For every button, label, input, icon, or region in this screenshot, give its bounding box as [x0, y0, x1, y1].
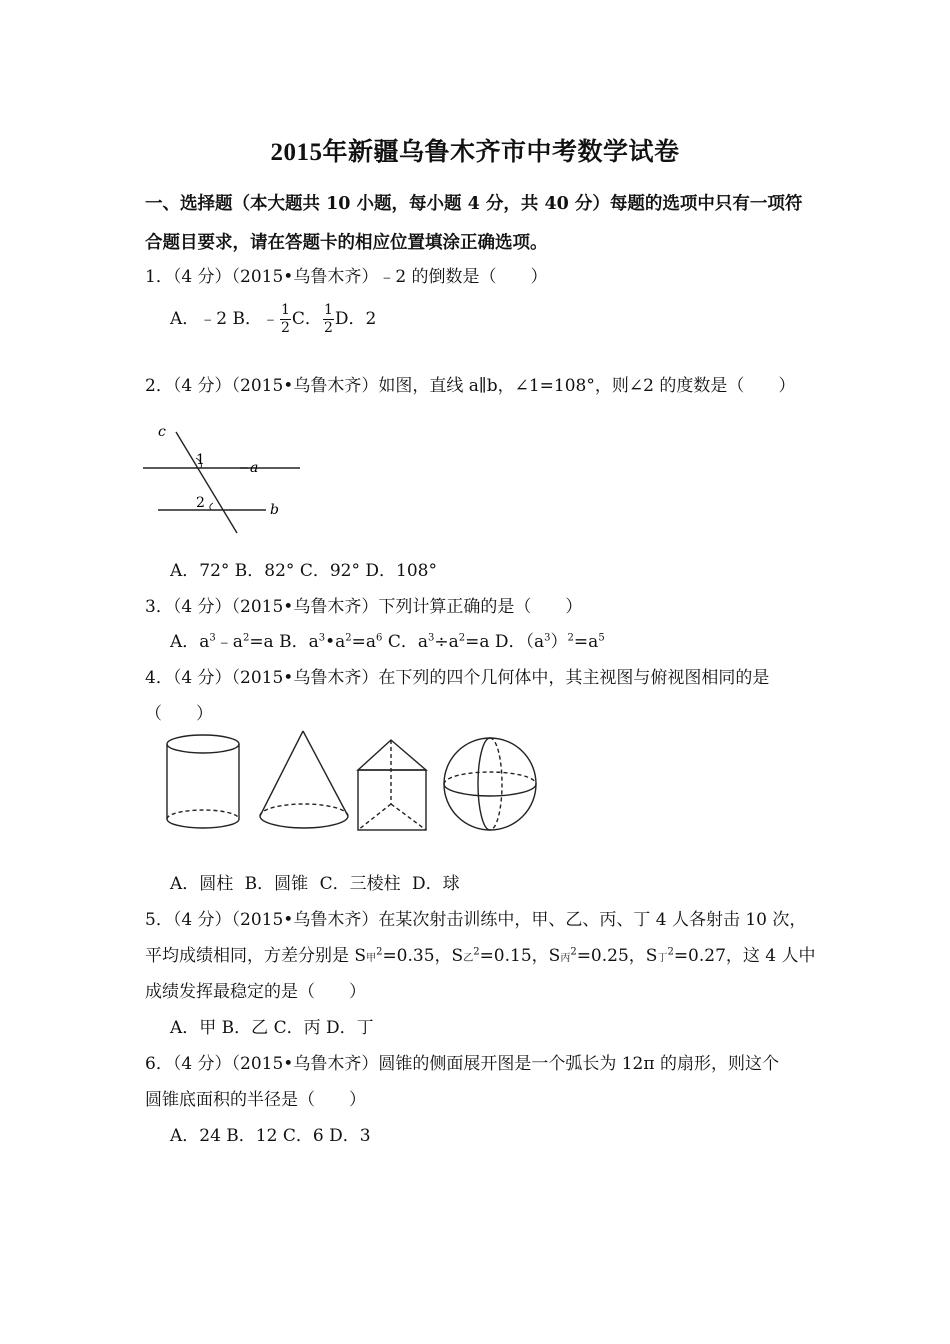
question-5-line-2: 平均成绩相同，方差分别是 S甲$^2$=0.35，S乙$^2$=0.15，S丙$^2$=0.25，S丁$^2$=0.27，这 4 人中: [145, 946, 816, 966]
cone-shape: [260, 731, 348, 828]
label-a: a: [250, 460, 259, 476]
question-5-line-3: 成绩发挥最稳定的是（ ）: [145, 982, 366, 1002]
cylinder-shape: [167, 735, 239, 828]
q1-option-d: D．2: [334, 309, 377, 329]
question-4-options: A．圆柱 B．圆锥 C．三棱柱 D．球: [170, 874, 460, 894]
q1-fraction-c: $\frac{1}{2}$: [323, 302, 333, 336]
question-4-paren: （ ）: [145, 704, 213, 724]
question-6-options: A．24 B．12 C．6 D．3: [170, 1126, 371, 1146]
label-b: b: [270, 502, 279, 518]
question-5-options: A．甲 B．乙 C．丙 D．丁: [170, 1018, 374, 1038]
question-3-options: A．$a^3﹣a^2=a$ B．$a^3•a^2=a^6$ C．$a^3\div a^2=a$ D．$(a^3)^2=a^5$: [170, 632, 605, 652]
q1-fraction-b: $\frac{1}{2}$: [281, 302, 290, 336]
question-1-options: [170, 302, 376, 337]
label-c: c: [158, 424, 166, 440]
label-1: 1: [196, 452, 205, 468]
figure-right-labels: [240, 452, 285, 522]
question-6-line-2: 圆锥底面积的半径是（ ）: [145, 1090, 366, 1110]
q1-option-c: C．: [291, 309, 322, 329]
question-3-stem: 3．（4 分）（2015•乌鲁木齐）下列计算正确的是（ ）: [145, 597, 583, 617]
triangular-prism-shape: [358, 740, 426, 830]
angle-2-arc: [210, 503, 213, 510]
section-heading-line-1: 一、选择题（本大题共 10 小题，每小题 4 分，共 40 分）每题的选项中只有一项符: [145, 194, 803, 214]
line-c: [176, 432, 237, 533]
sphere-shape: [444, 738, 536, 830]
page-title: 2015年新疆乌鲁木齐市中考数学试卷: [270, 139, 680, 166]
label-2: 2: [196, 495, 205, 511]
question-5-stem: 5．（4 分）（2015•乌鲁木齐）在某次射击训练中，甲、乙、丙、丁 4 人各射击 10 次，: [145, 910, 807, 930]
question-4-stem: 4．（4 分）（2015•乌鲁木齐）在下列的四个几何体中，其主视图与俯视图相同的是: [145, 668, 770, 688]
question-6-stem: 6．（4 分）（2015•乌鲁木齐）圆锥的侧面展开图是一个弧长为 12π 的扇形，则这个: [145, 1054, 779, 1074]
question-2-options: A．72° B．82° C．92° D．108°: [170, 561, 437, 581]
solids-figure: [160, 728, 545, 838]
question-2-stem: 2．（4 分）（2015•乌鲁木齐）如图，直线 a∥b，∠1=108°，则∠2 的度数是（ ）: [145, 376, 796, 396]
section-heading-line-2: 合题目要求，请在答题卡的相应位置填涂正确选项。: [145, 233, 548, 253]
q1-option-a-b: A．﹣2 B．﹣: [170, 309, 279, 329]
question-1-stem: 1．（4 分）（2015•乌鲁木齐）﹣2 的倒数是（ ）: [145, 267, 548, 287]
